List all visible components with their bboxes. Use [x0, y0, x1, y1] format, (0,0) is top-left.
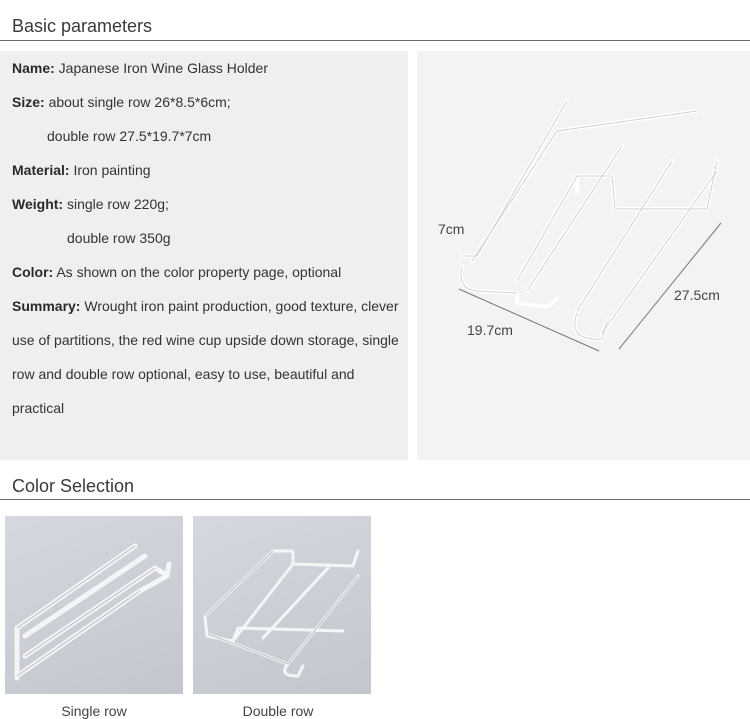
param-summary-line-4: practical — [12, 400, 65, 416]
param-weight-value-2: double row 350g — [67, 230, 171, 246]
param-material — [12, 162, 151, 178]
divider — [0, 499, 750, 500]
dimension-height-label: 7cm — [438, 221, 465, 237]
option-image-single-row[interactable] — [5, 516, 183, 694]
option-label-double-row[interactable]: Double row — [242, 703, 314, 719]
param-weight — [12, 196, 169, 212]
dimension-length-label: 27.5cm — [674, 287, 720, 303]
param-size-value: about single row 26*8.5*6cm; — [44, 94, 231, 110]
param-name-value: Japanese Iron Wine Glass Holder — [54, 60, 269, 76]
param-weight-value: single row 220g; — [63, 196, 169, 212]
dimension-depth-label: 19.7cm — [467, 322, 513, 338]
param-summary — [12, 298, 399, 314]
parameters-panel — [0, 51, 408, 460]
param-summary-line-3: row and double row optional, easy to use, beautiful and — [12, 366, 355, 382]
param-color — [12, 264, 341, 280]
param-weight-label: Weight: — [12, 196, 64, 212]
section-title-basic-parameters: Basic parameters — [12, 16, 153, 36]
section-title-color-selection: Color Selection — [12, 476, 135, 496]
param-color-value: As shown on the color property page, optional — [53, 264, 342, 280]
param-summary-line-2: use of partitions, the red wine cup upside down storage, single — [12, 332, 399, 348]
divider — [0, 40, 750, 41]
param-size — [12, 94, 231, 110]
param-summary-line-1: Wrought iron paint production, good texture, clever — [80, 298, 399, 314]
option-image-double-row[interactable] — [193, 516, 371, 694]
option-label-single-row[interactable]: Single row — [61, 703, 127, 719]
param-material-value: Iron painting — [69, 162, 151, 178]
param-name-label: Name: — [12, 60, 55, 76]
param-size-label: Size: — [12, 94, 45, 110]
product-dimension-image — [417, 51, 750, 460]
param-size-value-2: double row 27.5*19.7*7cm — [47, 128, 212, 144]
param-name — [12, 60, 268, 76]
param-material-label: Material: — [12, 162, 70, 178]
param-summary-label: Summary: — [12, 298, 81, 314]
double-row-rack-drawing — [193, 516, 371, 694]
single-row-rack-drawing — [5, 516, 183, 694]
param-color-label: Color: — [12, 264, 54, 280]
wine-rack-drawing — [417, 51, 750, 460]
